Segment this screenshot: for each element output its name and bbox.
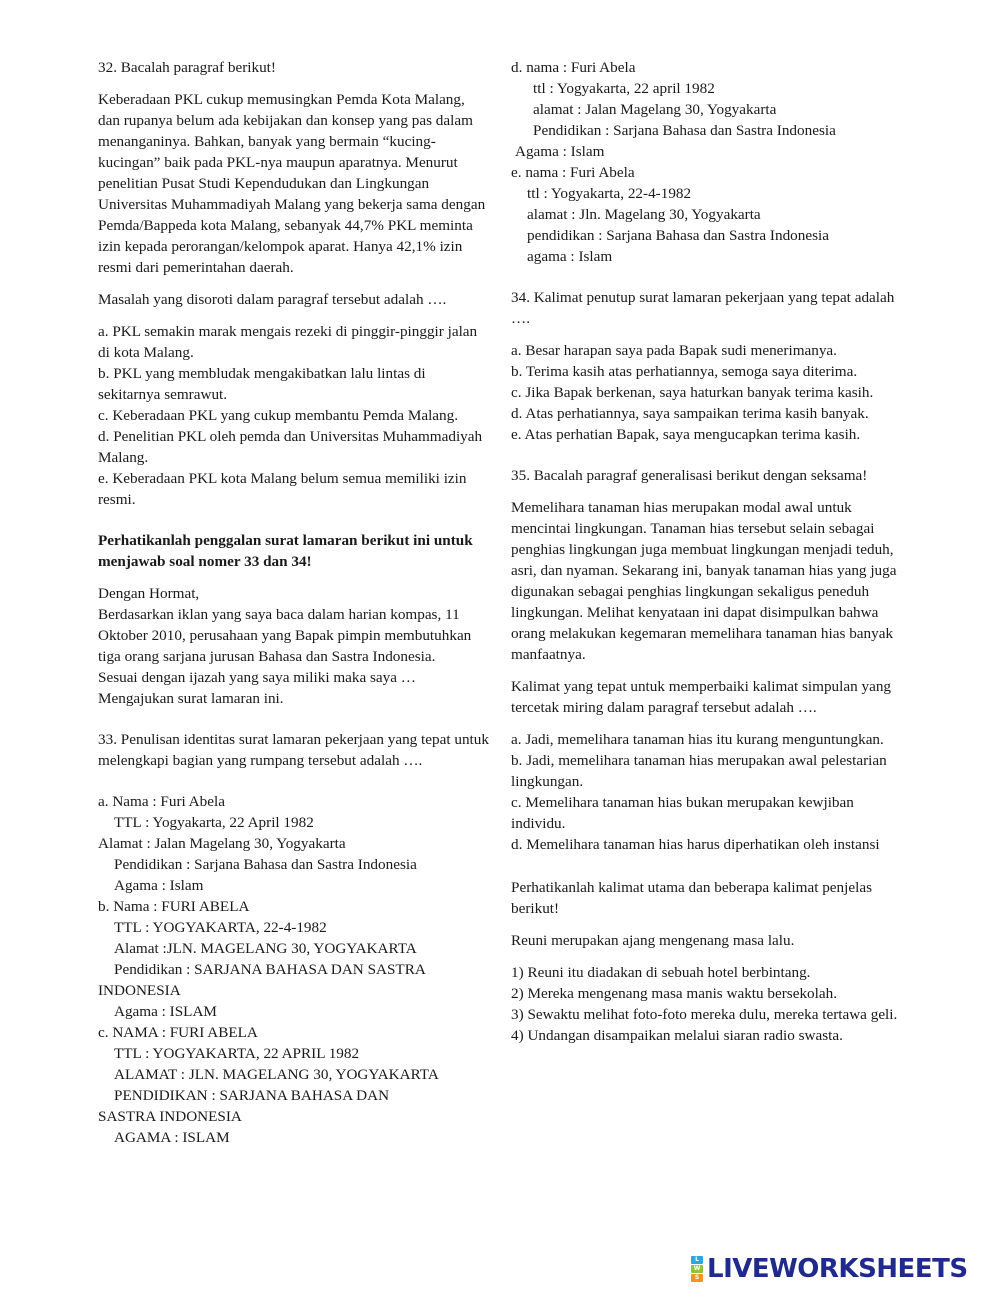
q32-paragraph: Keberadaan PKL cukup memusingkan Pemda Kota Malang, dan rupanya belum ada kebijakan dan konsep yang pas dalam menanganinya. Bahkan, banyak yang bermain “kucing-kucingan” baik pada PKL-nya maupun aparatnya. Menurut penelitian Pusat Studi Kependudukan dan Lingkungan Universitas Muhammadiyah Malang yang bekerja sama dengan Pemda/Bappeda kota Malang, sebanyak 44,7% PKL meminta izin kepada perorangan/kelompok aparat. Hanya 42,1% izin resmi dari pemerintahan daerah. [98, 91, 486, 276]
q32-option-b: b. PKL yang membludak mengakibatkan lalu lintas di sekitarnya semrawut. [98, 365, 426, 403]
option-d-pendidikan: Pendidikan : Sarjana Bahasa dan Sastra Indonesia [533, 122, 836, 139]
q32-option-e: e. Keberadaan PKL kota Malang belum semua memiliki izin resmi. [98, 470, 467, 508]
logo-mark-s: S [691, 1274, 703, 1282]
option-c-nama: c. NAMA : FURI ABELA [98, 1024, 258, 1041]
q33-option-b [98, 896, 490, 1022]
q34-option-b: b. Terima kasih atas perhatiannya, semoga saya diterima. [511, 363, 858, 380]
q36-item-4: 4) Undangan disampaikan melalui siaran radio swasta. [511, 1027, 843, 1044]
left-column [98, 57, 490, 1148]
option-e-pendidikan: pendidikan : Sarjana Bahasa dan Sastra Indonesia [527, 227, 829, 244]
q32-option-c: c. Keberadaan PKL yang cukup membantu Pemda Malang. [98, 407, 459, 424]
q34-option-c: c. Jika Bapak berkenan, saya haturkan banyak terima kasih. [511, 384, 874, 401]
liveworksheets-logo [691, 1253, 968, 1285]
option-a-agama: Agama : Islam [114, 877, 204, 894]
q33-option-e [511, 162, 911, 267]
letter-greeting: Dengan Hormat, [98, 585, 200, 602]
q35-option-d: d. Memelihara tanaman hias harus diperhatikan oleh instansi [511, 836, 880, 853]
q35-option-a: a. Jadi, memelihara tanaman hias itu kurang menguntungkan. [511, 731, 884, 748]
letter-instruction: Perhatikanlah penggalan surat lamaran berikut ini untuk menjawab soal nomer 33 dan 34! [98, 532, 473, 570]
option-a-pendidikan: Pendidikan : Sarjana Bahasa dan Sastra Indonesia [114, 856, 417, 873]
q35-paragraph: Memelihara tanaman hias merupakan modal awal untuk mencintai lingkungan. Tanaman hias tersebut selain sebagai penghias lingkungan juga membuat lingkungan menjadi teduh, asri, dan nyaman. Sekarang ini, banyak tanaman hias yang juga digunakan sebagai penghias lingkungan sekaligus peneduh lingkungan. Melihat kenyataan ini dapat disimpulkan bahwa orang melakukan kegemaran memelihara tanaman hias banyak manfaatnya. [511, 499, 897, 663]
q33-option-a [98, 791, 490, 896]
letter-body-2: Sesuai dengan ijazah yang saya miliki maka saya … Mengajukan surat lamaran ini. [98, 669, 416, 707]
option-e-agama: agama : Islam [527, 248, 613, 265]
option-d-alamat: alamat : Jalan Magelang 30, Yogyakarta [533, 101, 777, 118]
q33-option-d [511, 57, 911, 162]
option-e-nama: e. nama : Furi Abela [511, 164, 635, 181]
option-d-ttl: ttl : Yogyakarta, 22 april 1982 [533, 80, 715, 97]
option-c-alamat: ALAMAT : JLN. MAGELANG 30, YOGYAKARTA [114, 1066, 439, 1083]
q36-items [511, 962, 911, 1046]
option-b-alamat: Alamat :JLN. MAGELANG 30, YOGYAKARTA [114, 940, 417, 957]
q35-option-c: c. Memelihara tanaman hias bukan merupakan kewjiban individu. [511, 794, 854, 832]
q33-question: 33. Penulisan identitas surat lamaran pekerjaan yang tepat untuk melengkapi bagian yang rumpang tersebut adalah …. [98, 731, 489, 769]
letter-body: Berdasarkan iklan yang saya baca dalam harian kompas, 11 Oktober 2010, perusahaan yang Bapak pimpin membutuhkan tiga orang sarjana jurusan Bahasa dan Sastra Indonesia. [98, 606, 472, 665]
right-column [511, 57, 911, 1046]
logo-mark-l: L [691, 1256, 703, 1264]
option-c-agama: AGAMA : ISLAM [114, 1129, 230, 1146]
option-e-alamat: alamat : Jln. Magelang 30, Yogyakarta [527, 206, 761, 223]
option-a-nama: a. Nama : Furi Abela [98, 793, 225, 810]
option-c-pendidikan-cont: SASTRA INDONESIA [98, 1108, 242, 1125]
q36-main-sentence: Reuni merupakan ajang mengenang masa lalu. [511, 932, 795, 949]
option-b-pendidikan-cont: INDONESIA [98, 982, 181, 999]
q36-item-3: 3) Sewaktu melihat foto-foto mereka dulu, mereka tertawa geli. [511, 1006, 898, 1023]
option-b-agama: Agama : ISLAM [114, 1003, 217, 1020]
q34-option-a: a. Besar harapan saya pada Bapak sudi menerimanya. [511, 342, 837, 359]
liveworksheets-logo-icon [691, 1256, 703, 1282]
q36-item-2: 2) Mereka mengenang masa manis waktu bersekolah. [511, 985, 837, 1002]
option-a-ttl: TTL : Yogyakarta, 22 April 1982 [114, 814, 314, 831]
option-d-nama: d. nama : Furi Abela [511, 59, 636, 76]
q35-question: Kalimat yang tepat untuk memperbaiki kalimat simpulan yang tercetak miring dalam paragraf tersebut adalah …. [511, 678, 892, 716]
q34-question: 34. Kalimat penutup surat lamaran pekerjaan yang tepat adalah …. [511, 289, 895, 327]
q32-option-a: a. PKL semakin marak mengais rezeki di pinggir-pinggir jalan di kota Malang. [98, 323, 478, 361]
logo-mark-w: W [691, 1265, 703, 1273]
q32-options [98, 321, 490, 510]
q34-option-e: e. Atas perhatian Bapak, saya mengucapkan terima kasih. [511, 426, 861, 443]
q35-option-b: b. Jadi, memelihara tanaman hias merupakan awal pelestarian lingkungan. [511, 752, 887, 790]
option-b-pendidikan: Pendidikan : SARJANA BAHASA DAN SASTRA [114, 961, 426, 978]
q33-option-c [98, 1022, 490, 1148]
q32-question: Masalah yang disoroti dalam paragraf tersebut adalah …. [98, 291, 447, 308]
option-c-ttl: TTL : YOGYAKARTA, 22 APRIL 1982 [114, 1045, 360, 1062]
option-e-ttl: ttl : Yogyakarta, 22-4-1982 [527, 185, 692, 202]
liveworksheets-logo-text: LIVEWORKSHEETS [707, 1253, 968, 1284]
q34-option-d: d. Atas perhatiannya, saya sampaikan terima kasih banyak. [511, 405, 869, 422]
q35-title: 35. Bacalah paragraf generalisasi berikut dengan seksama! [511, 467, 868, 484]
q34-options [511, 340, 911, 445]
q32-title: 32. Bacalah paragraf berikut! [98, 59, 276, 76]
option-a-alamat: Alamat : Jalan Magelang 30, Yogyakarta [98, 835, 346, 852]
option-c-pendidikan: PENDIDIKAN : SARJANA BAHASA DAN [114, 1087, 390, 1104]
q32-option-d: d. Penelitian PKL oleh pemda dan Universitas Muhammadiyah Malang. [98, 428, 483, 466]
q36-instruction: Perhatikanlah kalimat utama dan beberapa kalimat penjelas berikut! [511, 879, 872, 917]
option-b-ttl: TTL : YOGYAKARTA, 22-4-1982 [114, 919, 327, 936]
q35-options [511, 729, 911, 855]
q36-item-1: 1) Reuni itu diadakan di sebuah hotel berbintang. [511, 964, 811, 981]
option-b-nama: b. Nama : FURI ABELA [98, 898, 250, 915]
option-d-agama: Agama : Islam [515, 143, 605, 160]
